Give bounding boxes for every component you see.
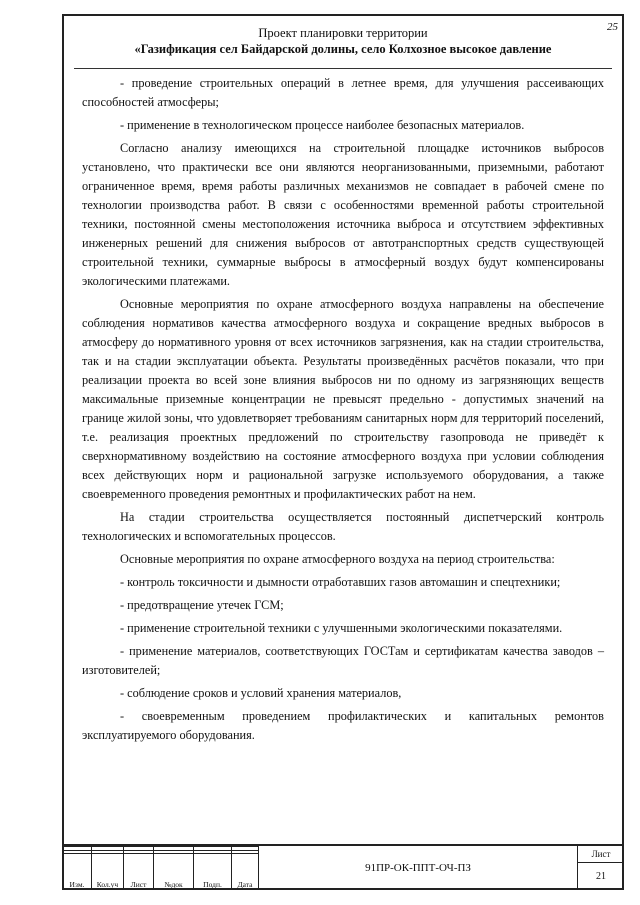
- col-ndok: №док: [154, 854, 194, 890]
- paragraph: - контроль токсичности и дымности отработавших газов автомашин и спецтехники;: [120, 575, 561, 589]
- paragraph: - своевременным проведением профилактических и капитальных ремонтов эксплуатируемого оборудования.: [82, 709, 604, 742]
- paragraph: - применение материалов, соответствующих ГОСТам и сертификатам качества заводов – изготовителей;: [82, 644, 604, 677]
- header-line-2: «Газификация сел Байдарской долины, село Колхозное высокое давление: [134, 42, 552, 56]
- title-block: [62, 844, 624, 890]
- revision-table: [62, 846, 259, 890]
- col-list: Лист: [124, 854, 154, 890]
- paragraph: - применение в технологическом процессе наиболее безопасных материалов.: [120, 118, 525, 132]
- paragraph: - предотвращение утечек ГСМ;: [120, 598, 284, 612]
- paragraph: На стадии строительства осуществляется постоянный диспетчерский контроль технологических и вспомогательных процессов.: [82, 510, 604, 543]
- sheet-label: Лист: [578, 846, 624, 863]
- paragraph: - соблюдение сроков и условий хранения материалов,: [120, 686, 402, 700]
- col-data: Дата: [232, 854, 259, 890]
- paragraph: Основные мероприятия по охране атмосферного воздуха на период строительства:: [120, 552, 555, 566]
- paragraph: Основные мероприятия по охране атмосферного воздуха направлены на обеспечение соблюдения нормативов качества атмосферного воздуха и сокращение вредных выбросов в атмосферу до нормативного уровня от всех источников загрязнения, как на стадии строительства, так и на стадии эксплуатации объекта. Результаты произведённых расчётов показали, что при реализации проекта во всей зоне влияния выбросов ни по одному из загрязняющих веществ максимальные приземные концентрации не превысят предельно - допустимых значений на границе жилой зоны, что удовлетворяет требованиям санитарных норм для территорий поселений, т.е. реализация проектных предложений по строительству газопровода не приведёт к сверхнормативному воздействию на состояние атмосферного воздуха при условии соблюдения всех действующих норм и рациональной загрузке используемого оборудования, а также своевременного проведения ремонтных и профилактических работ на нем.: [82, 297, 604, 501]
- body-text: [82, 74, 604, 749]
- paragraph: - применение строительной техники с улучшенными экологическими показателями.: [120, 621, 563, 635]
- col-podp: Подп.: [194, 854, 232, 890]
- col-izm: Изм.: [63, 854, 92, 890]
- document-header: [64, 25, 622, 57]
- document-number: [258, 846, 578, 890]
- document-number-text: 91ПР-ОК-ППТ-ОЧ-ПЗ: [365, 862, 471, 874]
- header-line-1: Проект планировки территории: [258, 26, 428, 40]
- sheet-number: 21: [596, 871, 606, 882]
- paragraph: - проведение строительных операций в летнее время, для улучшения рассеивающих способностей атмосферы;: [82, 76, 604, 109]
- header-divider: [74, 68, 612, 69]
- page-corner-number: 25: [607, 21, 618, 33]
- paragraph: Согласно анализу имеющихся на строительной площадке источников выбросов установлено, что практически все они являются неорганизованными, приземными, работают ограниченное время, время работы различных механизмов не совпадает в рабочей смене по технологии производства работ. В связи с особенностями временной работы строительной техники, постоянной смены местоположения источника выброса и отсутствием эффективных инженерных решений для снижения выбросов от автотранспортных средств существующей строительной техники, суммарные выбросы в атмосферный воздух будут компенсированы экологическими платежами.: [82, 141, 604, 288]
- col-kol-uch: Кол.уч: [92, 854, 124, 890]
